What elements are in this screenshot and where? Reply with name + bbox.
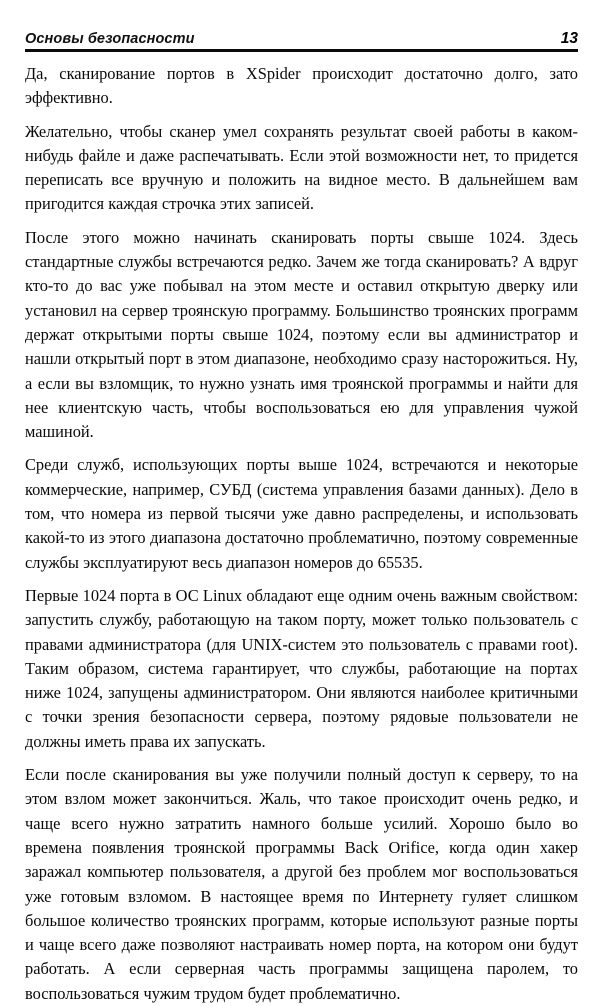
paragraph: После этого можно начинать сканировать порты свыше 1024. Здесь стандартные службы встречаются редко. Зачем же тогда сканировать? А вдруг кто-то до вас уже побывал на этом месте и оставил открытую дверку или установил на сервер троянскую программу. Большинство троянских программ держат открытыми порты свыше 1024, поэтому если вы администратор и нашли открытый порт в этом диапазоне, необходимо сразу насторожиться. Ну, а если вы взломщик, то нужно узнать имя троянской программы и найти для нее клиентскую часть, чтобы воспользоваться ею для управления чужой машиной. bbox=[25, 227, 578, 442]
paragraph: Желательно, чтобы сканер умел сохранять результат своей работы в каком-нибудь файле и даже распечатывать. Если этой возможности нет, то придется переписать все вручную и положить на видное место. В дальнейшем вам пригодится каждая строчка этих записей. bbox=[25, 121, 578, 214]
running-header bbox=[25, 22, 578, 48]
paragraph: Да, сканирование портов в XSpider происходит достаточно долго, зато эффективно. bbox=[25, 64, 578, 108]
paragraph: Первые 1024 порта в ОС Linux обладают еще одним очень важным свойством: запустить службу, работающую на таком порту, может только пользователь с правами администратора (для UNIX-систем это пользователь с правами root). Таким образом, система гарантирует, что службы, работающие на портах ниже 1024, запущены администратором. Они являются наиболее критичными с точки зрения безопасности сервера, поэтому рядовые пользователи не должны иметь права их запускать. bbox=[25, 585, 578, 751]
page-number: 13 bbox=[560, 29, 578, 47]
running-header-title: Основы безопасности bbox=[25, 30, 195, 47]
body-text-column bbox=[25, 62, 578, 1006]
header-rule bbox=[25, 49, 578, 52]
paragraph: Если после сканирования вы уже получили полный доступ к серверу, то на этом взлом может закончиться. Жаль, что такое происходит очень редко, и чаще всего нужно затратить намного больше усилий. Хорошо было во времена появления троянской программы Back Orifice, когда один хакер заражал компьютер пользователя, а другой без проблем мог воспользоваться уже готовым взломом. В настоящее время по Интернету гуляет слишком большое количество троянских программ, которые используют разные порты и чаще всего даже позволяют настраивать номер порта, на котором они будут работать. А если серверная часть программы защищена паролем, то воспользоваться чужим трудом будет проблематично. bbox=[25, 765, 578, 1003]
paragraph: Среди служб, использующих порты выше 1024, встречаются и некоторые коммерческие, например, СУБД (система управления базами данных). Дело в том, что номера из первой тысячи уже давно распределены, и использовать какой-то из этого диапазона достаточно проблематично, поэтому современные службы эксплуатируют весь диапазон номеров до 65535. bbox=[25, 455, 578, 572]
